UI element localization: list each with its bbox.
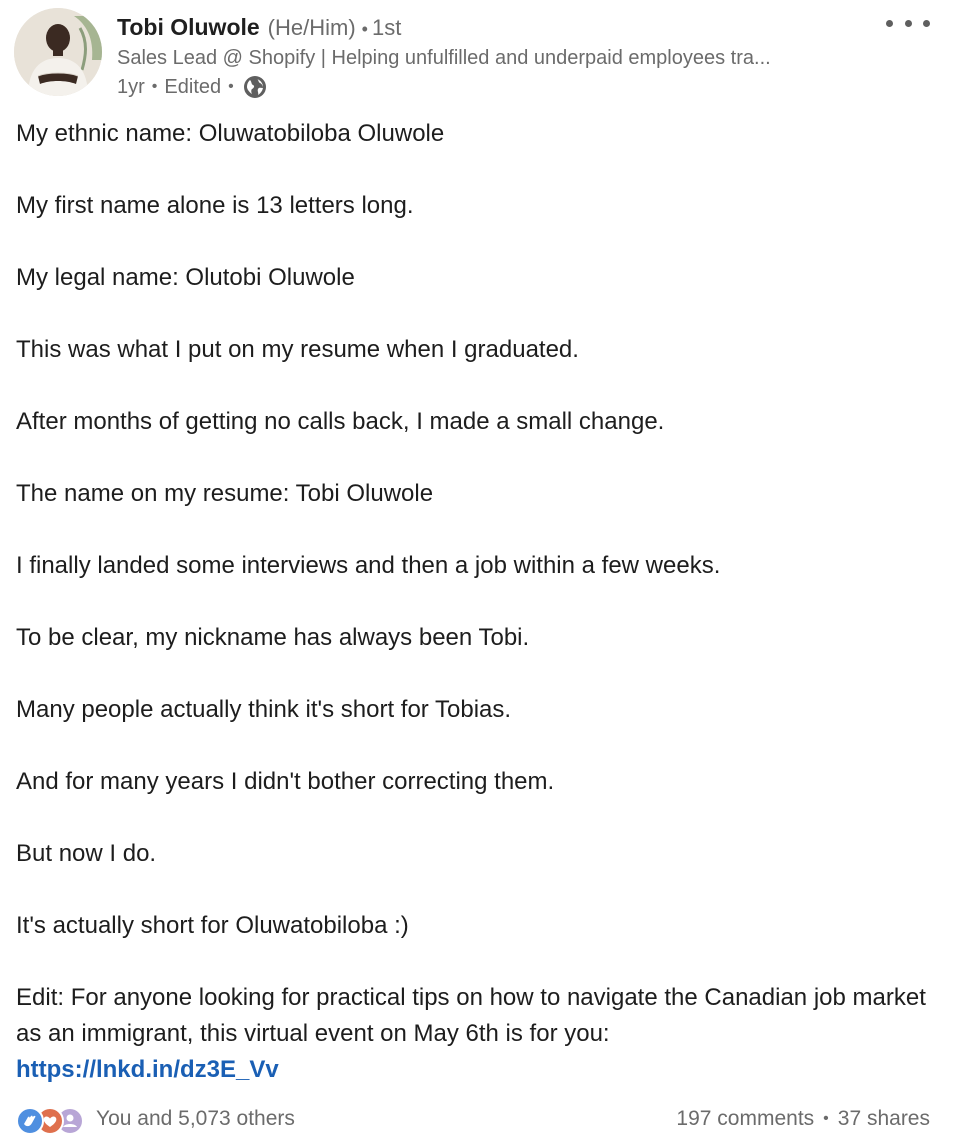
post-paragraph: It's actually short for Oluwatobiloba :) xyxy=(16,912,409,939)
post-paragraph: And for many years I didn't bother correcting them. xyxy=(16,768,555,795)
comments-count-link[interactable]: 197 comments xyxy=(676,1107,815,1130)
author-info xyxy=(117,10,877,102)
shares-count-link[interactable]: 37 shares xyxy=(837,1107,930,1130)
post-header xyxy=(0,0,956,112)
author-avatar[interactable] xyxy=(14,8,102,96)
post-paragraph: I finally landed some interviews and then a job within a few weeks. xyxy=(16,552,721,579)
post-time: 1yr xyxy=(117,76,145,98)
separator-dot: • xyxy=(151,78,158,95)
reaction-icons xyxy=(16,1105,86,1133)
connection-degree: 1st xyxy=(371,15,402,40)
post-paragraph: To be clear, my nickname has always been Tobi. xyxy=(16,624,530,651)
post-paragraph: My legal name: Olutobi Oluwole xyxy=(16,264,355,291)
post-paragraph: My first name alone is 13 letters long. xyxy=(16,192,414,219)
post-social-footer xyxy=(16,1100,930,1138)
post-paragraph: My ethnic name: Oluwatobiloba Oluwole xyxy=(16,120,445,147)
post-paragraph: After months of getting no calls back, I made a small change. xyxy=(16,408,665,435)
post-paragraph: Many people actually think it's short for Tobias. xyxy=(16,696,512,723)
reactions-summary[interactable] xyxy=(16,1105,295,1133)
author-headline: Sales Lead @ Shopify | Helping unfulfilled and underpaid employees tra... xyxy=(117,47,771,69)
post-body xyxy=(16,116,936,1088)
more-options-icon xyxy=(905,20,912,27)
post-paragraph: This was what I put on my resume when I graduated. xyxy=(16,336,579,363)
post-meta xyxy=(117,72,877,102)
clap-icon xyxy=(16,1107,44,1135)
post-paragraph: But now I do. xyxy=(16,840,157,867)
post-edit-paragraph xyxy=(16,980,936,1088)
more-options-icon xyxy=(886,20,893,27)
more-options-icon xyxy=(923,20,930,27)
post-stats xyxy=(676,1107,930,1131)
avatar-photo xyxy=(14,8,102,96)
author-line xyxy=(117,10,877,44)
separator-dot: • xyxy=(361,19,368,39)
more-options-button[interactable] xyxy=(886,10,930,36)
author-name[interactable]: Tobi Oluwole xyxy=(117,14,260,40)
globe-icon xyxy=(243,75,267,99)
post-edited-label: Edited xyxy=(164,76,222,98)
separator-dot: • xyxy=(823,1110,829,1127)
reactions-count: You and 5,073 others xyxy=(96,1107,295,1130)
post-link[interactable]: https://lnkd.in/dz3E_Vv xyxy=(16,1056,279,1083)
post-edit-text: Edit: For anyone looking for practical tips on how to navigate the Canadian job market as an immigrant, this virtual event on May 6th is for you: xyxy=(16,984,926,1047)
author-pronouns: (He/Him) xyxy=(267,15,356,40)
post-paragraph: The name on my resume: Tobi Oluwole xyxy=(16,480,434,507)
separator-dot: • xyxy=(228,78,234,95)
